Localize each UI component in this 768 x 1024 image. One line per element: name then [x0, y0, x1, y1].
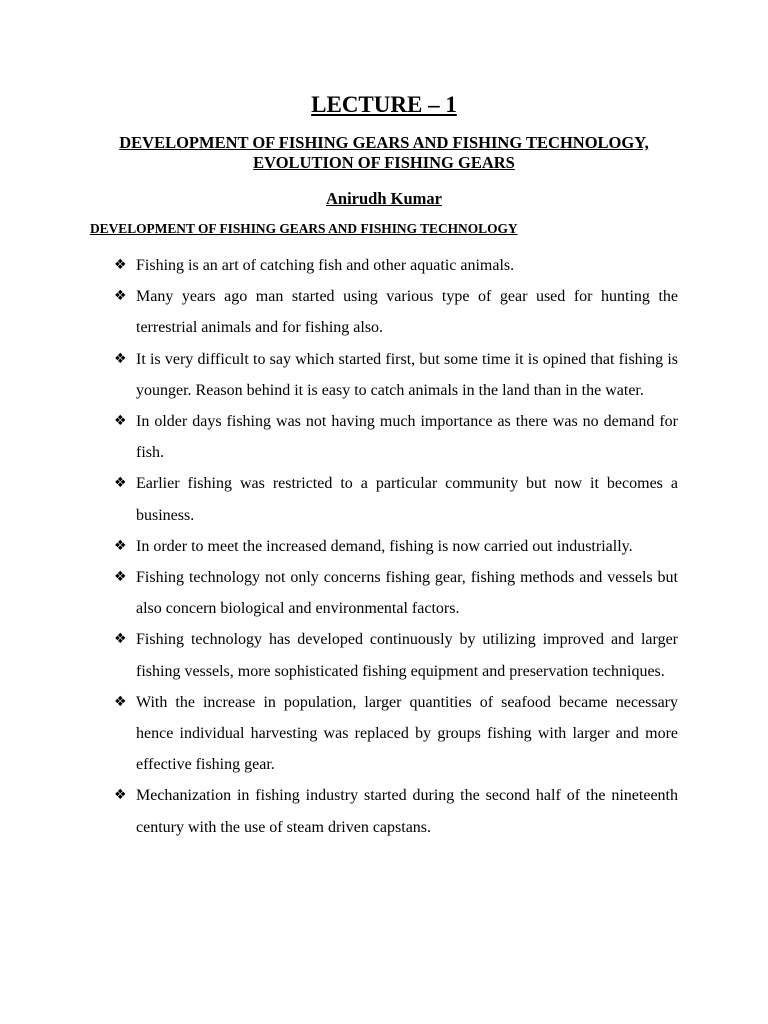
bullet-text: Fishing technology has developed continuously by utilizing improved and larger fishing vessels, more sophisticated fishing equipment and preservation techniques. — [136, 631, 678, 680]
four-diamond-bullet-icon: ❖ — [114, 475, 127, 492]
list-item — [114, 250, 678, 281]
bullet-text: Fishing is an art of catching fish and other aquatic animals. — [136, 257, 515, 274]
bullet-text: Mechanization in fishing industry started during the second half of the nineteenth century with the use of steam driven capstans. — [136, 787, 678, 836]
list-item — [114, 624, 678, 686]
lecture-subtitle — [84, 133, 684, 173]
list-item — [114, 406, 678, 468]
bullet-text: It is very difficult to say which started first, but some time it is opined that fishing is younger. Reason behind it is easy to catch animals in the land than in the water. — [136, 350, 678, 399]
four-diamond-bullet-icon: ❖ — [114, 693, 127, 710]
four-diamond-bullet-icon: ❖ — [114, 350, 127, 367]
list-item — [114, 687, 678, 781]
list-item — [114, 531, 678, 562]
bullet-text: Many years ago man started using various type of gear used for hunting the terrestrial animals and for fishing also. — [136, 288, 678, 337]
subtitle-line-1: DEVELOPMENT OF FISHING GEARS AND FISHING TECHNOLOGY, — [119, 133, 649, 152]
four-diamond-bullet-icon: ❖ — [114, 413, 127, 430]
author-name: Anirudh Kumar — [326, 189, 442, 208]
subtitle-line-2: EVOLUTION OF FISHING GEARS — [253, 153, 515, 172]
four-diamond-bullet-icon: ❖ — [114, 288, 127, 305]
list-item — [114, 344, 678, 406]
bullet-text: Earlier fishing was restricted to a particular community but now it becomes a business. — [136, 475, 678, 524]
list-item — [114, 562, 678, 624]
four-diamond-bullet-icon: ❖ — [114, 537, 127, 554]
four-diamond-bullet-icon: ❖ — [114, 569, 127, 586]
list-item — [114, 281, 678, 343]
lecture-title: LECTURE – 1 — [311, 92, 457, 117]
list-item — [114, 468, 678, 530]
bullet-text: In older days fishing was not having much importance as there was no demand for fish. — [136, 413, 678, 462]
section-heading: DEVELOPMENT OF FISHING GEARS AND FISHING TECHNOLOGY — [90, 221, 518, 236]
four-diamond-bullet-icon: ❖ — [114, 631, 127, 648]
four-diamond-bullet-icon: ❖ — [114, 257, 127, 273]
bullet-text: In order to meet the increased demand, fishing is now carried out industrially. — [136, 537, 633, 555]
four-diamond-bullet-icon: ❖ — [114, 787, 127, 804]
bullet-list — [114, 250, 678, 843]
list-item — [114, 780, 678, 842]
bullet-text: With the increase in population, larger quantities of seafood became necessary hence individual harvesting was replaced by groups fishing with larger and more effective fishing gear. — [136, 693, 678, 774]
bullet-text: Fishing technology not only concerns fishing gear, fishing methods and vessels but also concern biological and environmental factors. — [136, 569, 678, 618]
